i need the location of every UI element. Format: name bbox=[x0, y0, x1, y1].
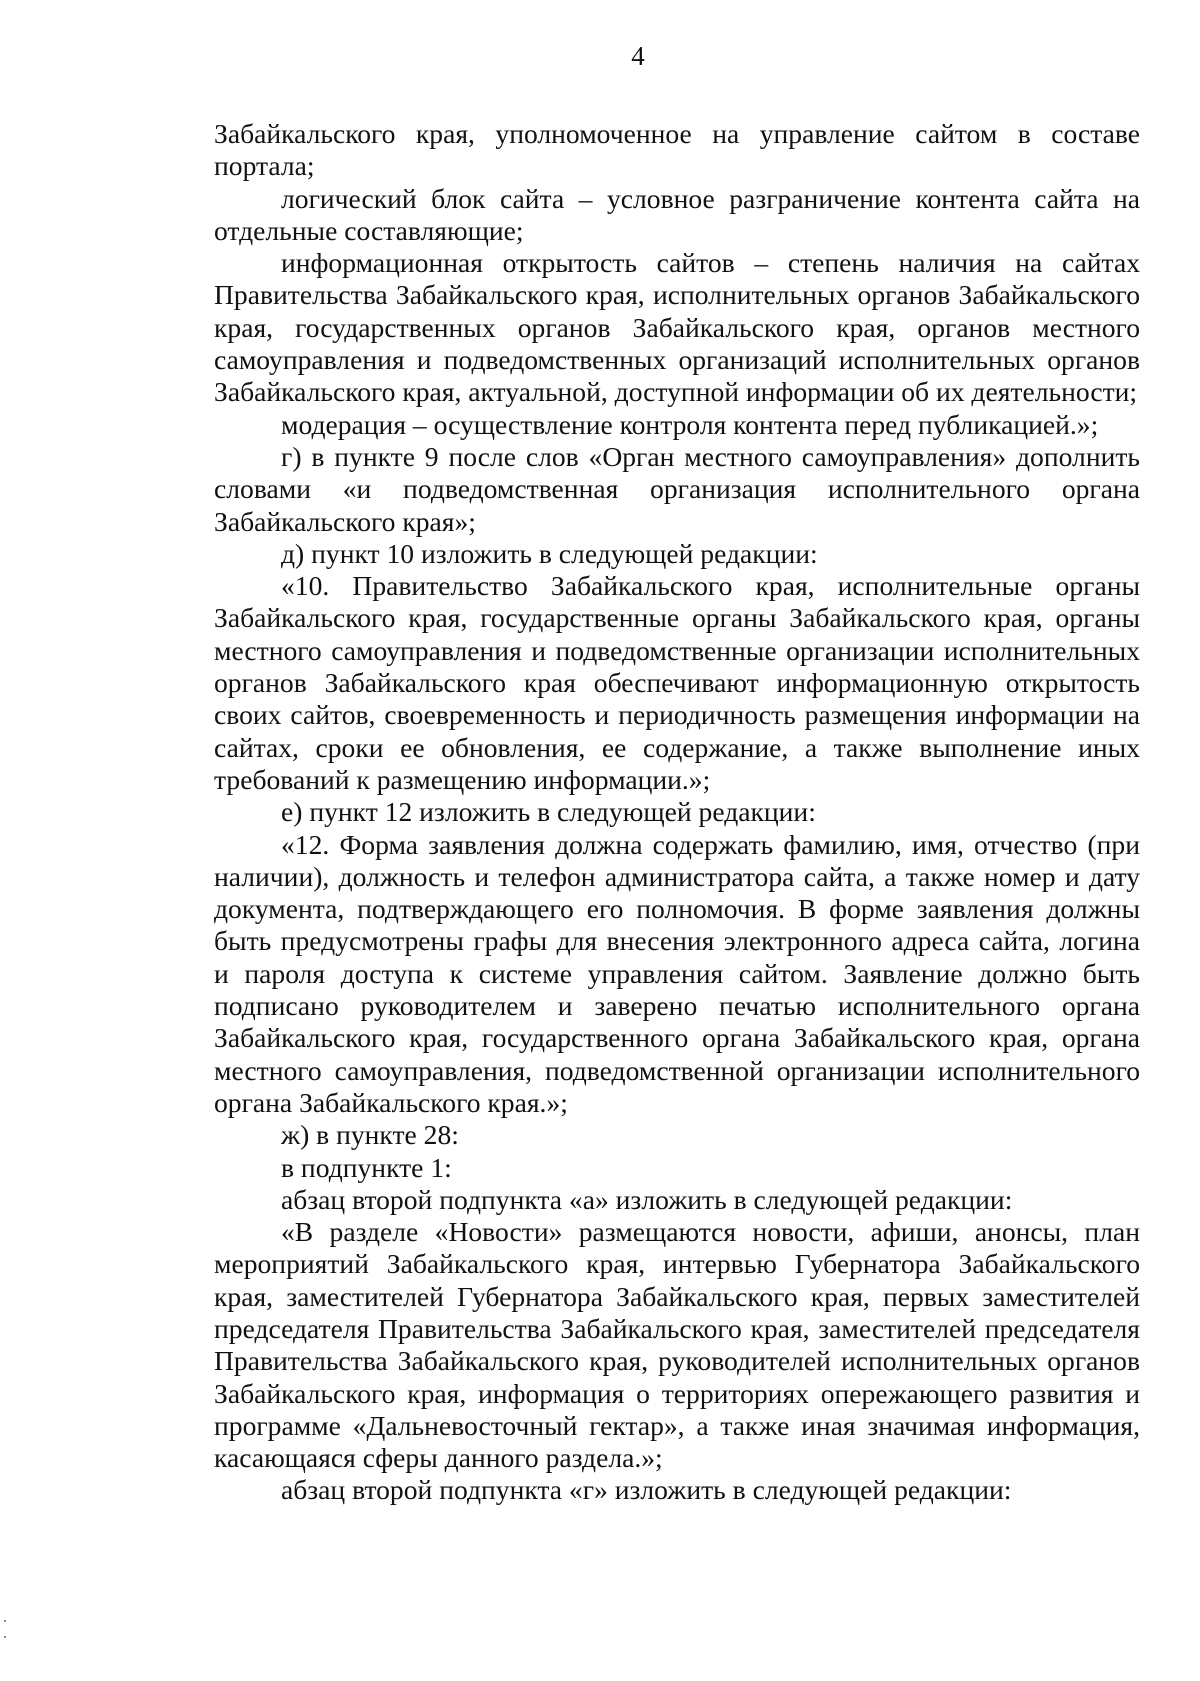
paragraph-subclause-g-intro: абзац второй подпункта «г» изложить в следующей редакции: bbox=[281, 1474, 1012, 1506]
scan-speck bbox=[4, 1636, 6, 1638]
scan-edge-marks bbox=[4, 1620, 7, 1660]
page-number: 4 bbox=[631, 41, 645, 71]
paragraph-item-zh: ж) в пункте 28: bbox=[281, 1119, 459, 1151]
paragraph-logical-block-definition: логический блок сайта – условное разграничение контента сайта на отдельные составляющие; bbox=[214, 182, 1140, 246]
paragraph-item-d: д) пункт 10 изложить в следующей редакции: bbox=[281, 537, 818, 569]
paragraph-news-section: «В разделе «Новости» размещаются новости, афиши, анонсы, план мероприятий Забайкальского края, интервью Губернатора Забайкальского края, заместителей Губернатора Забайкальского края, первых заместителей председателя Правительства Забайкальского края, заместителей председателя Правительства Забайкальского края, руководителей исполнительных органов Забайкальского края, информация о территориях опережающего развития и программе «Дальневосточный гектар», а также иная значимая информация, касающаяся сферы данного раздела.»; bbox=[214, 1216, 1140, 1474]
paragraph-information-openness-definition: информационная открытость сайтов – степень наличия на сайтах Правительства Забайкальского края, исполнительных органов Забайкальского края, государственных органов Забайкальского края, органов местного самоуправления и подведомственных организаций исполнительных органов Забайкальского края, актуальной, доступной информации об их деятельности; bbox=[214, 247, 1140, 408]
paragraph-clause-12: «12. Форма заявления должна содержать фамилию, имя, отчество (при наличии), должность и телефон администратора сайта, а также номер и дату документа, подтверждающего его полномочия. В форме заявления должны быть предусмотрены графы для внесения электронного адреса сайта, логина и пароля доступа к системе управления сайтом. Заявление должно быть подписано руководителем и заверено печатью исполнительного органа Забайкальского края, государственного органа Забайкальского края, органа местного самоуправления, подведомственной организации исполнительного органа Забайкальского края.»; bbox=[214, 828, 1140, 1118]
paragraph-item-e: е) пункт 12 изложить в следующей редакции: bbox=[281, 796, 816, 828]
scan-speck bbox=[4, 1620, 6, 1622]
paragraph-continuation: Забайкальского края, уполномоченное на управление сайтом в составе портала; bbox=[214, 118, 1140, 182]
paragraph-subclause-1: в подпункте 1: bbox=[281, 1151, 452, 1183]
paragraph-subclause-a-intro: абзац второй подпункта «а» изложить в следующей редакции: bbox=[281, 1183, 1013, 1215]
paragraph-item-g: г) в пункте 9 после слов «Орган местного самоуправления» дополнить словами «и подведомственная организация исполнительного органа Забайкальского края»; bbox=[214, 440, 1140, 537]
paragraph-moderation-definition: модерация – осуществление контроля контента перед публикацией.»; bbox=[281, 408, 1099, 440]
document-body bbox=[214, 118, 1140, 1507]
paragraph-clause-10: «10. Правительство Забайкальского края, исполнительные органы Забайкальского края, государственные органы Забайкальского края, органы местного самоуправления и подведомственные организации исполнительных органов Забайкальского края обеспечивают информационную открытость своих сайтов, своевременность и периодичность размещения информации на сайтах, сроки ее обновления, ее содержание, а также выполнение иных требований к размещению информации.»; bbox=[214, 570, 1140, 795]
